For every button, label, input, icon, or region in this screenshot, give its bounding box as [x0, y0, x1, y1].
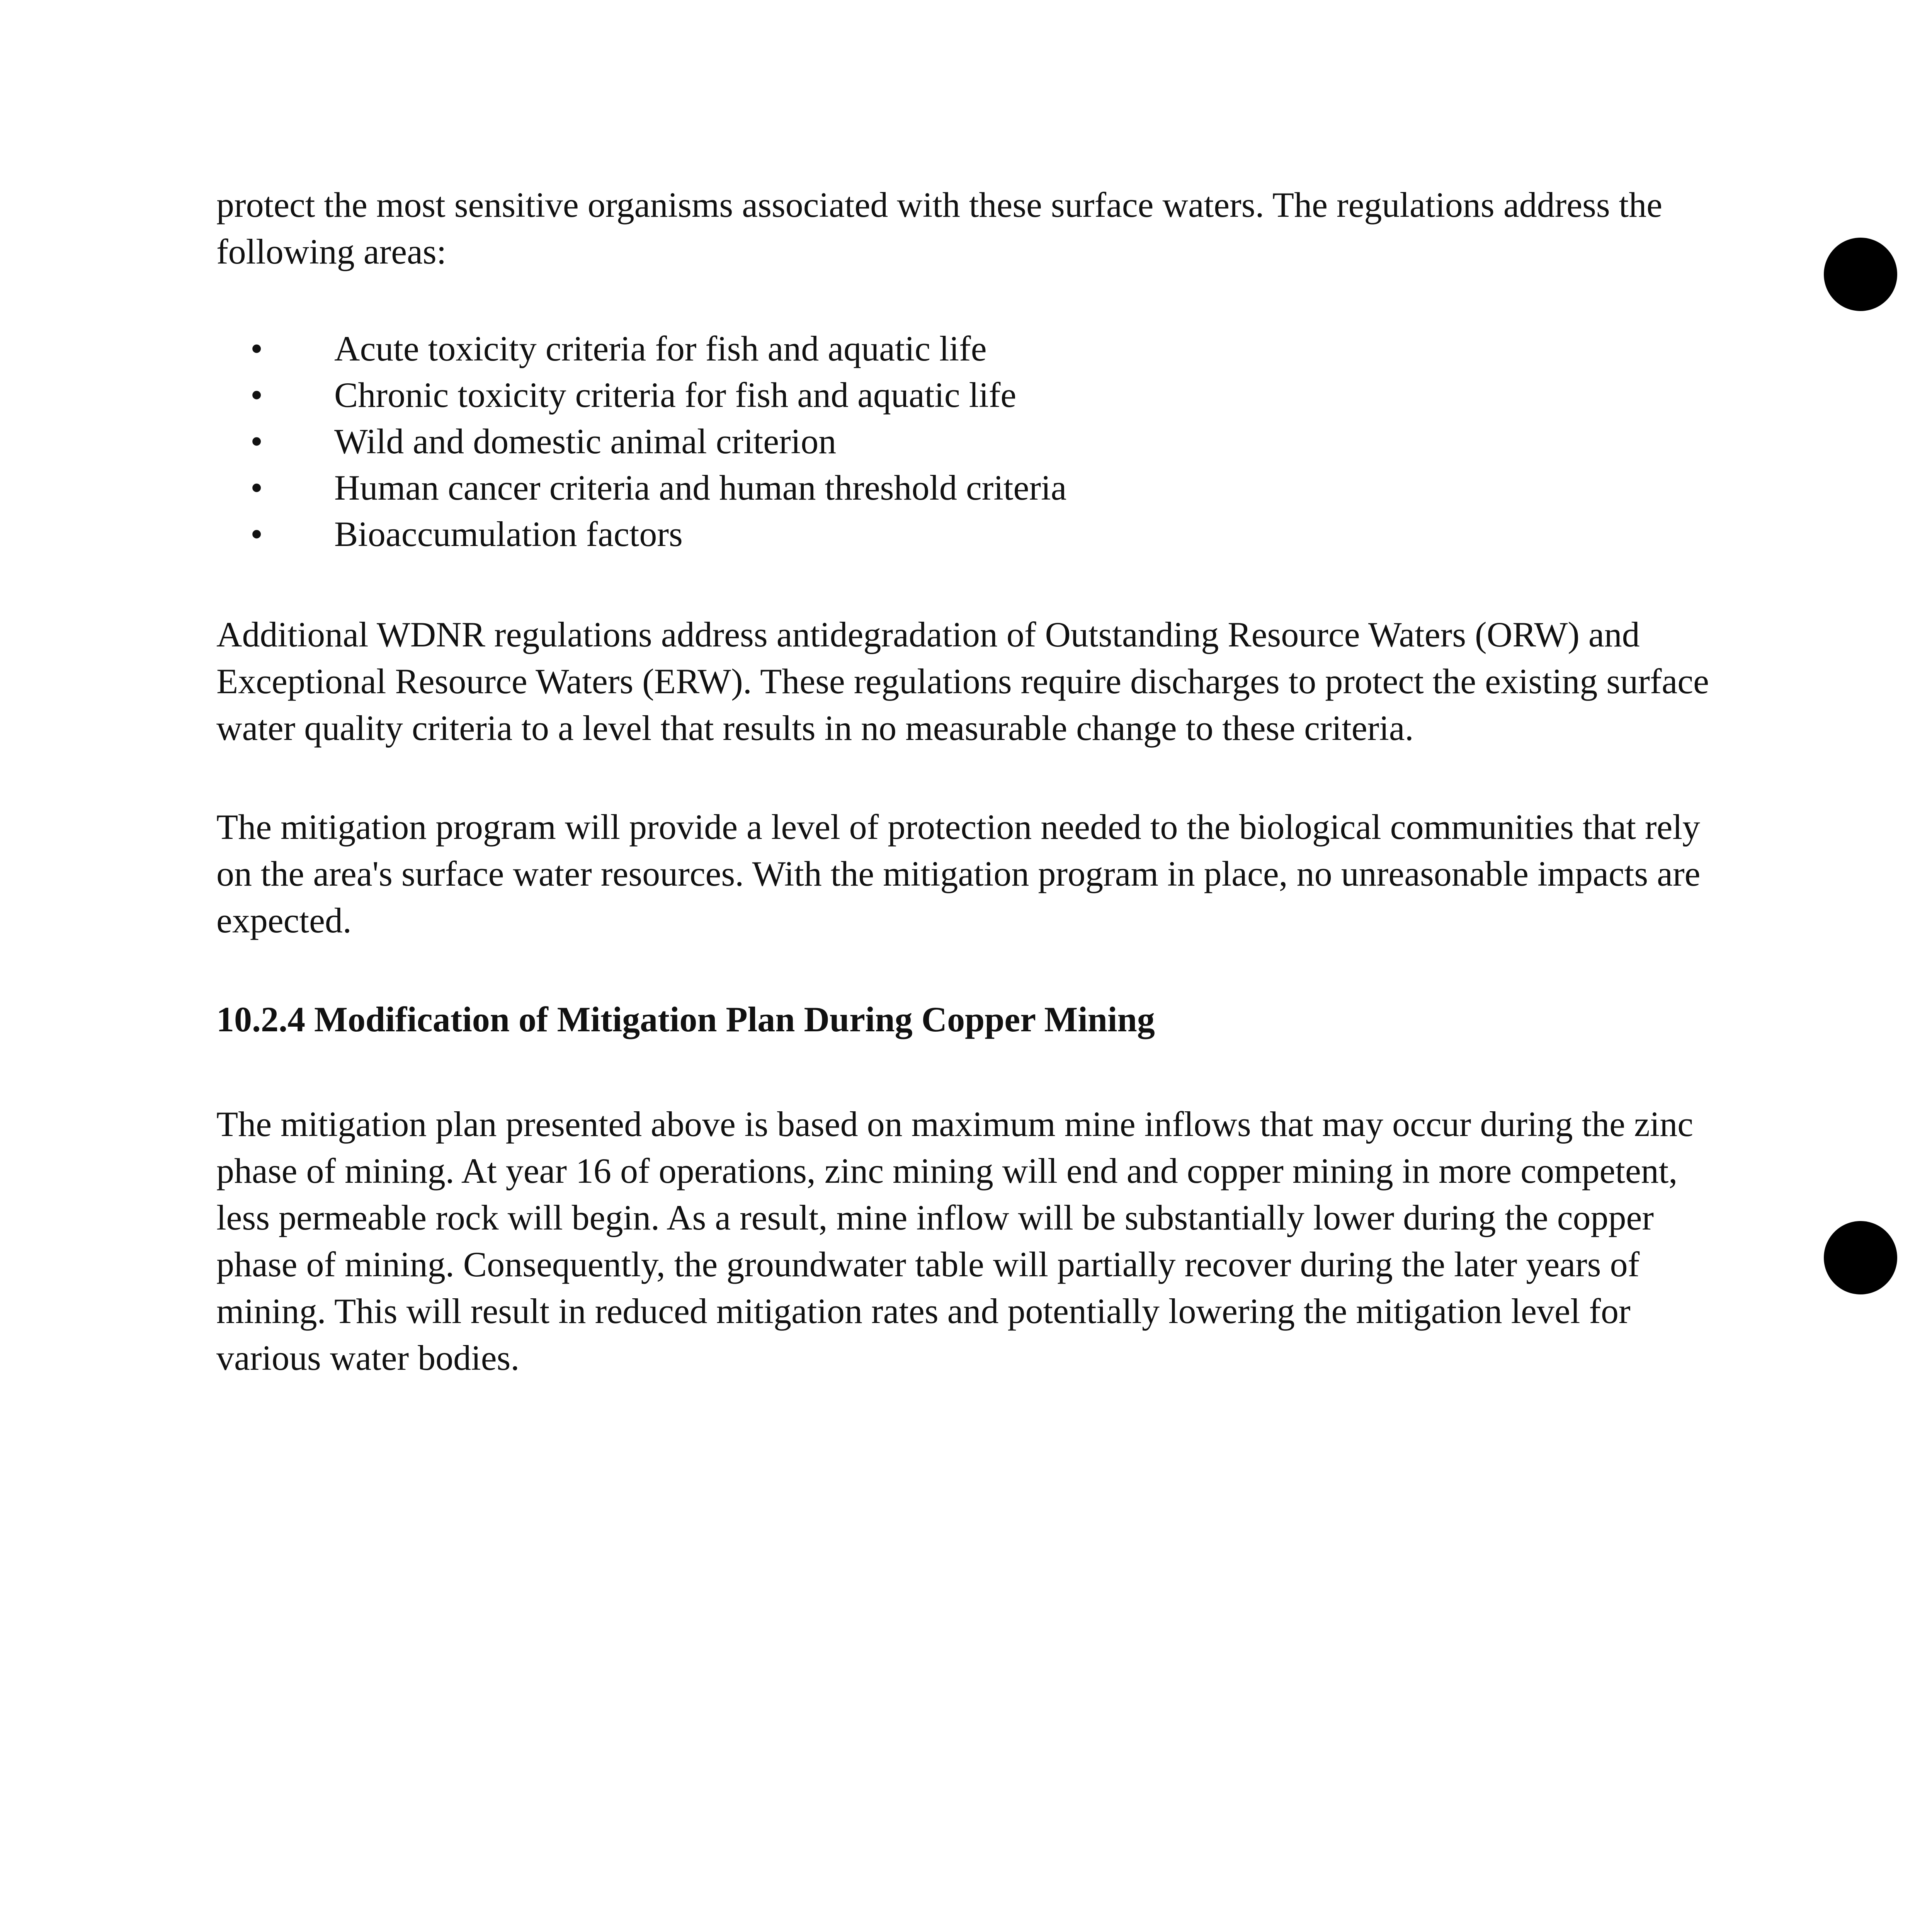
bullet-icon: • [250, 514, 263, 554]
punch-hole-icon [1824, 1221, 1897, 1294]
mitigation-paragraph: The mitigation program will provide a level of protection needed to the biological communities that rely on the area's surface water resources. With the mitigation program in place, no unreasonable impacts are expected. [216, 807, 1701, 940]
criteria-list [216, 325, 1723, 557]
list-item-text: Wild and domestic animal criterion [334, 422, 837, 461]
list-item-text: Human cancer criteria and human threshold criteria [334, 468, 1067, 507]
list-item-text: Acute toxicity criteria for fish and aquatic life [334, 329, 987, 368]
list-item-text: Bioaccumulation factors [334, 514, 683, 554]
list-item [216, 464, 1723, 511]
section-heading: 10.2.4 Modification of Mitigation Plan During Copper Mining [216, 1000, 1155, 1039]
list-item [216, 372, 1723, 418]
bullet-icon: • [250, 422, 263, 461]
bullet-icon: • [250, 375, 263, 415]
wdnr-paragraph: Additional WDNR regulations address antidegradation of Outstanding Resource Waters (ORW) and Exceptional Resource Waters (ERW). These regulations require discharges to protect the existing surface water quality criteria to a level that results in no measurable change to these criteria. [216, 615, 1709, 748]
intro-paragraph: protect the most sensitive organisms associated with these surface waters. The regulations address the following areas: [216, 185, 1663, 271]
list-item [216, 418, 1723, 464]
bullet-icon: • [250, 468, 263, 507]
list-item [216, 511, 1723, 557]
list-item [216, 325, 1723, 372]
bullet-icon: • [250, 329, 263, 368]
body-text [216, 182, 1723, 1381]
punch-hole-icon [1824, 238, 1897, 311]
modification-paragraph: The mitigation plan presented above is based on maximum mine inflows that may occur during the zinc phase of mining. At year 16 of operations, zinc mining will end and copper mining in more competent, less permeable rock will begin. As a result, mine inflow will be substantially lower during the copper phase of mining. Consequently, the groundwater table will partially recover during the later years of mining. This will result in reduced mitigation rates and potentially lowering the mitigation level for various water bodies. [216, 1104, 1694, 1378]
list-item-text: Chronic toxicity criteria for fish and aquatic life [334, 375, 1017, 415]
